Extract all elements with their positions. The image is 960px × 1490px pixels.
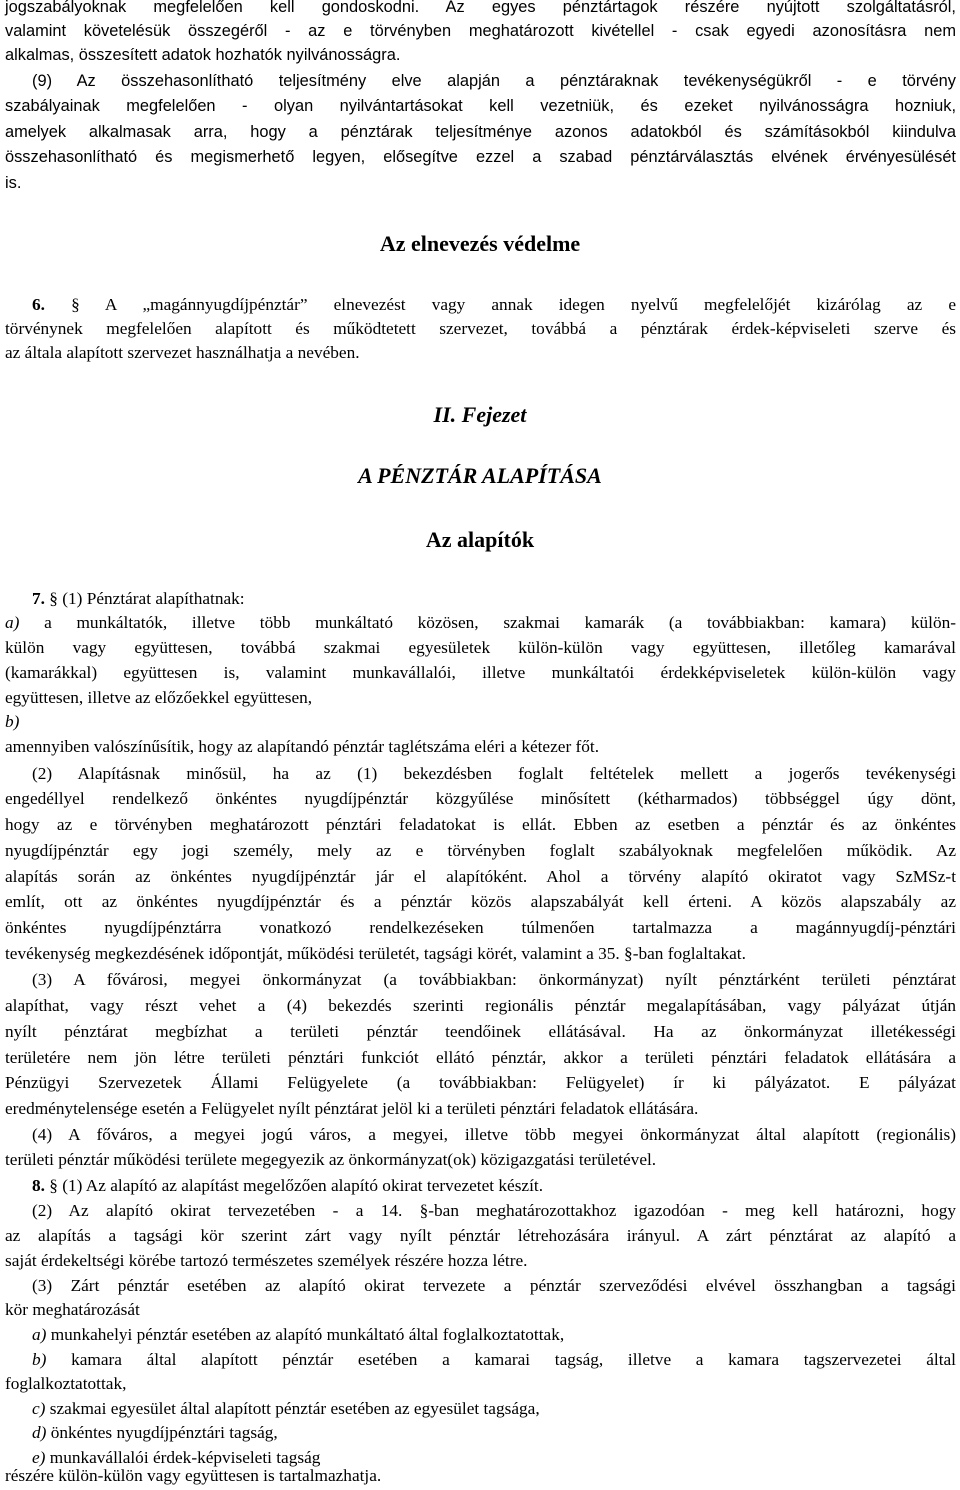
text-line: engedéllyel rendelkező önkéntes nyugdíjpénztár közgyűlése minősített (kétharmados) többséggel úgy dönt,	[5, 789, 956, 808]
item-label: d)	[32, 1423, 47, 1442]
subsection-heading: Az alapítók	[425, 527, 535, 552]
text-line: hogy az e törvényben meghatározott pénztári feladatokat is ellát. Ebben az esetben a pénztár és az önkéntes	[5, 815, 956, 834]
paragraph-9-line: (9) Az összehasonlítható teljesítmény elve alapján a pénztáraknak tevékenységükről - e törvény	[32, 72, 956, 90]
list-item-a	[5, 611, 956, 635]
text-line: Pénzügyi Szervezetek Állami Felügyelete (a továbbiakban: Felügyelet) ír ki pályázatot. E pályázat	[5, 1073, 956, 1092]
item-label: a)	[5, 613, 20, 632]
section-number: 8.	[32, 1176, 45, 1195]
text-span: munkahelyi pénztár esetében az alapító munkáltató által foglalkoztatottak,	[46, 1325, 565, 1344]
text-line: foglalkoztatottak,	[5, 1374, 127, 1393]
text-line: saját érdekeltségi körébe tartozó természetes személyek részére hozza létre.	[5, 1251, 528, 1270]
text-span: kamara által alapított pénztár esetében a kamarai tagság, illetve a kamara tagszervezetei által	[46, 1350, 956, 1369]
text-line: (2) Az alapító okirat tervezetében - a 14. §-ban meghatározottakhoz igazodóan - meg kell határozni, hogy	[32, 1201, 956, 1220]
text-line: összehasonlítható és megismerhető legyen, elősegítve ezzel a szabad pénztárválasztás elvének érvényesülését	[5, 148, 956, 166]
text-line: jogszabályoknak megfelelően kell gondoskodni. Az egyes pénztártagok részére nyújtott szolgáltatásról,	[5, 0, 956, 16]
text-line: amennyiben valószínűsítik, hogy az alapítandó pénztár taglétszáma eléri a kétezer főt.	[5, 737, 600, 756]
text-line: területére nem jön létre területi pénztári funkciót ellátó pénztár, akkor a területi pénztári feladatok ellátására a	[5, 1048, 956, 1067]
text-line: területi pénztár működési területe megegyezik az önkormányzat(ok) közigazgatási területével.	[5, 1150, 657, 1169]
text-span: munkavállalói érdek-képviseleti tagság	[45, 1448, 321, 1467]
text-line: tevékenység megkezdésének időpontját, működési területét, tagsági körét, valamint a 35. §-ban foglaltakat.	[5, 944, 746, 963]
text-line: is.	[5, 174, 22, 192]
list-item-a	[32, 1323, 956, 1347]
item-label: e)	[32, 1448, 46, 1467]
list-item-b	[5, 710, 956, 734]
text-line: (4) A főváros, a megyei jogú város, a megyei, illetve több megyei önkormányzat által alapított (regionális)	[32, 1125, 956, 1144]
list-item-d	[32, 1421, 956, 1445]
text-line: alapíthat, vagy részt vehet a (4) bekezdés szerinti regionális pénztár megalapításában, vagy pályázat útján	[5, 996, 956, 1015]
section-8-line	[32, 1174, 956, 1198]
section-number: 6.	[32, 295, 45, 314]
text-line: alapítás során az önkéntes nyugdíjpénztár jár el alapítóként. Ahol a törvény alapító okiratot vagy SzMSz-t	[5, 867, 956, 886]
text-line: az általa alapított szervezet használhatja a nevében.	[5, 343, 360, 362]
text-line: (2) Alapításnak minősül, ha az (1) bekezdésben foglalt feltételek mellett a jogerős tevékenységi	[32, 764, 956, 783]
list-item-b	[32, 1348, 956, 1372]
text-line: (kamarákkal) együttesen is, valamint munkavállalói, illetve munkáltatói érdekképviseletek külön-külön vagy	[5, 663, 956, 682]
text-span: § (1) Pénztárat alapíthatnak:	[44, 589, 245, 608]
text-line: említ, ott az önkéntes nyugdíjpénztár és a pénztár közös alapszabályát kell érteni. A közös alapszabály az	[5, 892, 956, 911]
text-span: szakmai egyesület által alapított pénztár esetében az egyesület tagsága,	[45, 1399, 540, 1418]
text-line: nyílt pénztárat megbízhat a területi pénztár teendőinek ellátásával. Ha az önkormányzat illetékességi	[5, 1022, 956, 1041]
text-span: § A „magánnyugdíjpénztár” elnevezést vagy annak idegen nyelvű megfelelőjét kizárólag az e	[44, 295, 956, 314]
text-line: valamint követelésük összegéről - az e törvényben meghatározott kivétellel - csak egyedi azonosításra nem	[5, 22, 956, 40]
list-item-c	[32, 1397, 956, 1421]
text-span: önkéntes nyugdíjpénztári tagság,	[46, 1423, 278, 1442]
section-number: 7.	[32, 589, 45, 608]
chapter-title: A PÉNZTÁR ALAPÍTÁSA	[358, 463, 602, 488]
text-line: amelyek alkalmasak arra, hogy a pénztárak teljesítménye azonos adatokból és számításokból kiindulva	[5, 123, 956, 141]
text-line: (3) A fővárosi, megyei önkormányzat (a továbbiakban: önkormányzat) nyílt pénztárként területi pénztárat	[32, 970, 956, 989]
text-line: együttesen, illetve az előzőekkel együttesen,	[5, 688, 313, 707]
text-line: részére külön-külön vagy együttesen is tartalmazhatja.	[5, 1466, 382, 1485]
chapter-heading: II. Fejezet	[433, 402, 527, 427]
section-heading: Az elnevezés védelme	[379, 231, 581, 256]
text-line: (3) Zárt pénztár esetében az alapító okirat tervezete a pénztár szerveződési elvével összhangban a tagsági	[32, 1276, 956, 1295]
text-span: § (1) Az alapító az alapítást megelőzően alapító okirat tervezetet készít.	[44, 1176, 544, 1195]
item-label: a)	[32, 1325, 47, 1344]
text-line: eredménytelensége esetén a Felügyelet nyílt pénztárat jelöl ki a területi pénztári feladatok ellátására.	[5, 1099, 699, 1118]
text-line: szabályainak megfelelően - olyan nyilvántartásokat kell vezetniük, és ezeket nyilvánosságra hozniuk,	[5, 97, 956, 115]
text-line: az alapítás a tagsági kör szerint zárt vagy nyílt pénztár létrehozására irányul. A zárt pénztárat az alapító a	[5, 1226, 956, 1245]
item-label: b)	[32, 1350, 47, 1369]
section-6-line	[32, 293, 956, 317]
section-7-line	[32, 587, 956, 611]
text-line: nyugdíjpénztár egy jogi személy, mely az e törvényben foglalt szabályoknak megfelelően működik. Az	[5, 841, 956, 860]
text-line: törvénynek megfelelően alapított és működtetett szervezet, továbbá a pénztárak érdek-képviseleti szerve és	[5, 319, 956, 338]
text-line: kör meghatározását	[5, 1300, 140, 1319]
text-line: alkalmas, összesített adatok hozhatók nyilvánosságra.	[5, 46, 401, 64]
text-line: külön vagy együttesen, továbbá szakmai egyesületek külön-külön vagy együttesen, illetőleg kamarával	[5, 638, 956, 657]
item-label: b)	[5, 712, 20, 731]
text-line: önkéntes nyugdíjpénztárra vonatkozó rendelkezéseken túlmenően tartalmazza a magánnyugdíj-pénztári	[5, 918, 956, 937]
text-span: a munkáltatók, illetve több munkáltató közösen, szakmai kamarák (a továbbiakban: kamara) külön-	[19, 613, 956, 632]
item-label: c)	[32, 1399, 46, 1418]
